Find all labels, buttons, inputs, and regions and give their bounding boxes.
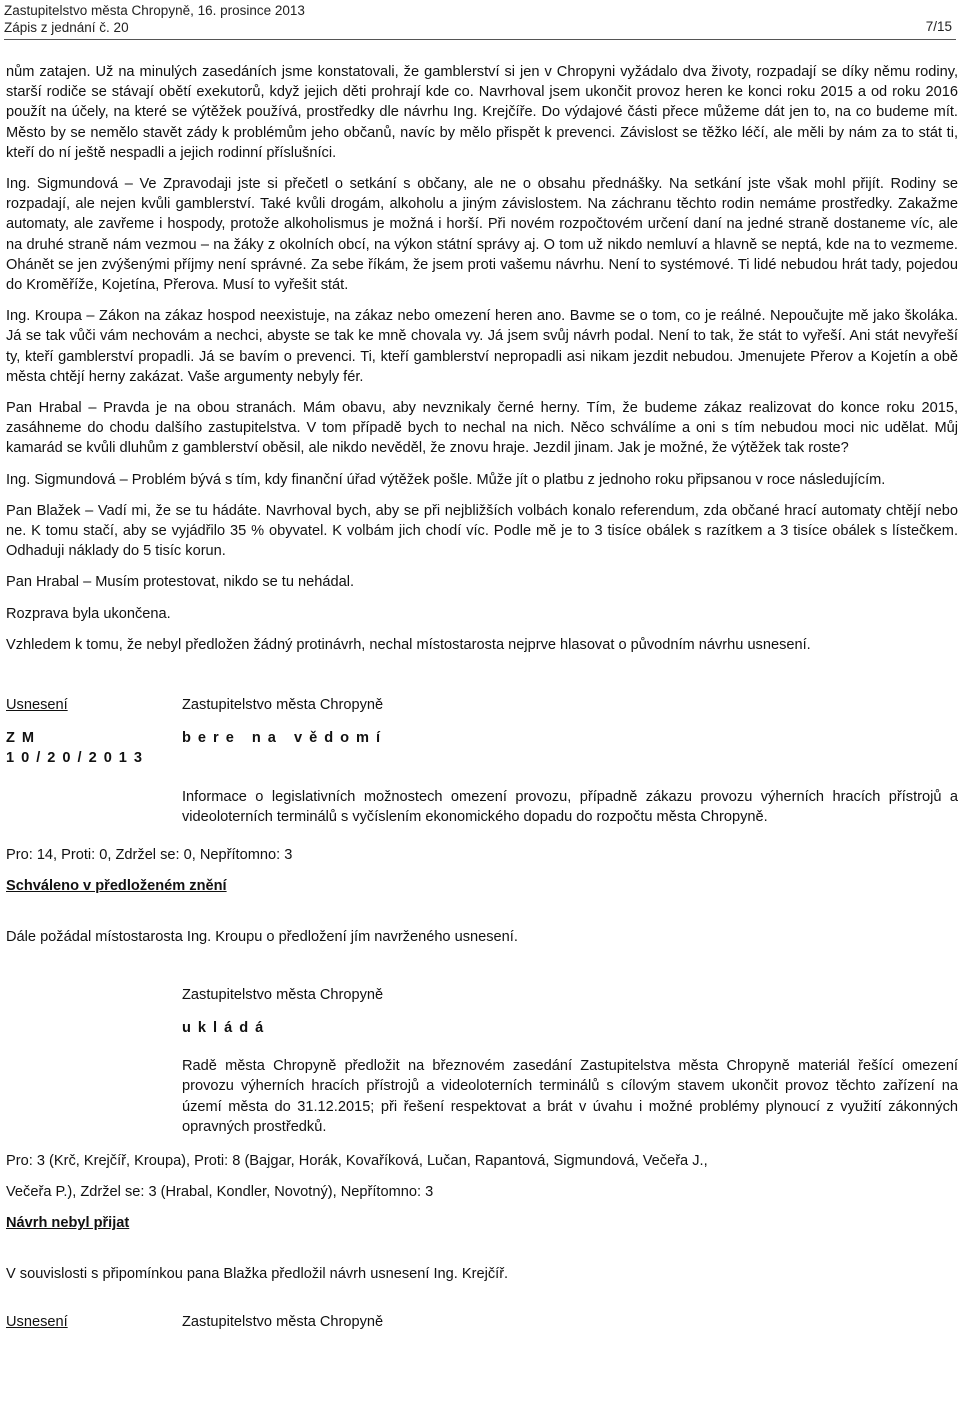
resolution-body: Zastupitelstvo města Chropyně — [182, 1313, 384, 1330]
paragraph: Vzhledem k tomu, že nebyl předložen žádný protinávrh, nechal místostarosta nejprve hlasovat o původním návrhu usnesení. — [6, 636, 811, 653]
resolution-text: Informace o legislativních možnostech omezení provozu, případně zákazu provozu výherních hracích přístrojů a videoloterních terminálů s vyčíslením ekonomického dopadu do rozpočtu města Chropyně. — [182, 788, 958, 825]
resolution-text: Radě města Chropyně předložit na březnovém zasedání Zastupitelstva města Chropyně materiál řešící omezení provozu výherních hracích přístrojů a videoloterních terminálů s cílovým stavem ukončit provoz těchto zařízení na území města do 31.12.2015; při řešení respektovat a brát v úvahu i možné problémy plynoucí z využití zákonných opravných prostředků. — [182, 1058, 958, 1135]
paragraph: Ing. Sigmundová – Ve Zpravodaji jste si přečetl o setkání s občany, ale ne o obsahu přednášky. Na setkání jste však mohl přijít. Rodiny se rozpadají, ale nejen kvůli gamblerství. Také kvůli drogám, alkoholu a jiným závislostem. Na záchranu těchto rodin nemáme prostředky. Zakažme automaty, ale zavřeme i hospody, protože alkoholismus je možná i horší. Při novém rozpočtovém určení daní na jedné straně dostaneme víc, ale na druhé straně nám vezmou – na žáky z okolních obcí, na výkon státní správy aj. O tom už nikdo nemluví a hlavně se neptá, kde na to vezmeme. Ohánět se jen zvýšenými příjmy není správné. Za sebe říkám, že jsem proti vašemu návrhu. Není to systémové. Ti lidé nebudou hrát tady, pojedou do Kroměříže, Kojetína, Přerova. Musí to vyřešit stát. — [6, 176, 958, 294]
paragraph: V souvislosti s připomínkou pana Blažka předložil návrh usnesení Ing. Krejčíř. — [6, 1265, 509, 1282]
resolution-label: Usnesení — [6, 697, 68, 714]
paragraph: Ing. Kroupa – Zákon na zákaz hospod neexistuje, na zákaz nebo omezení heren ano. Bavme se o tom, co je reálné. Nepoučujte mě jako školáka. Já se tak vůči vám nechovám a nechci, abyste se tak ke mně chovala vy. Já jsem svůj návrh podal. Není to tak, že stát to vyřeší. Ani stát nevyřeší ty, kteří gamblerství propadli. Já se bavím o prevenci. Ti, kteří gamblerství nepropadli asi nikam jezdit nebudou. Jmenujete Přerov a Kojetín a obě města chtějí herny zakázat. Vaše argumenty nebyly fér. — [6, 308, 958, 385]
resolution-verb: ukládá — [182, 1019, 271, 1036]
vote-result: Pro: 14, Proti: 0, Zdržel se: 0, Nepřítomno: 3 — [6, 847, 293, 864]
resolution-label: Usnesení — [6, 1313, 68, 1330]
resolution-block — [6, 985, 958, 1234]
resolution-number: ZM 10/20/2013 — [6, 730, 150, 767]
paragraph: Rozprava byla ukončena. — [6, 605, 171, 622]
header-subtitle: Zápis z jednání č. 20 — [4, 20, 129, 35]
resolution-verb: bere na vědomí — [182, 730, 388, 747]
resolution-status: Návrh nebyl přijat — [6, 1215, 130, 1232]
paragraph: nům zatajen. Už na minulých zasedáních jsme konstatovali, že gamblerství si jen v Chropyni vyžádalo dva životy, rozpadají se díky němu rodiny, starší rodiče se stávají obětí exekutorů, když jejich děti prohrají kde co. Navrhoval jsem ukončit provoz heren ke konci roku 2015 a od roku 2016 použít na účely, na které se výtěžek používá, prostředky dle návrhu Ing. Krejčíře. Do výdajové části přece můžeme dát jen to, na co budeme mít. Město by se nemělo stavět zády k problémům jeho občanů, navíc by mělo přispět k prevenci. Závislost se těžko léčí, ale měli by nám za to stát ti, kteří do ní ještě nespadli a jejich rodinní příslušníci. — [6, 64, 958, 161]
resolution-block — [6, 695, 958, 896]
page-header — [4, 2, 305, 36]
resolution-status: Schváleno v předloženém znění — [6, 878, 227, 895]
paragraph: Pan Hrabal – Musím protestovat, nikdo se tu nehádal. — [6, 574, 355, 591]
paragraph: Ing. Sigmundová – Problém bývá s tím, kdy finanční úřad výtěžek pošle. Může jít o platbu z jednoho roku připsanou v roce následujícím. — [6, 471, 886, 488]
document-body — [6, 62, 958, 1332]
header-title: Zastupitelstvo města Chropyně, 16. prosince 2013 — [4, 3, 305, 18]
resolution-body: Zastupitelstvo města Chropyně — [182, 697, 384, 714]
resolution-body: Zastupitelstvo města Chropyně — [182, 986, 384, 1003]
vote-result: Pro: 3 (Krč, Krejčíř, Kroupa), Proti: 8 (Bajgar, Horák, Kovaříková, Lučan, Rapantová, Sigmundová, Večeřa J., — [6, 1152, 708, 1169]
paragraph: Pan Blažek – Vadí mi, že se tu hádáte. Navrhoval bych, aby se při nejbližších volbách konalo referendum, zda občané hrací automaty chtějí nebo ne. K tomu stačí, aby se vyjádřilo 35 % obyvatel. K volbám jich chodí víc. Podle mě je to 3 tisíce obálek s razítkem a 3 tisíce obálek s lístečkem. Odhaduji náklady do 5 tisíc korun. — [6, 502, 958, 560]
paragraph: Dále požádal místostarosta Ing. Kroupu o předložení jím navrženého usnesení. — [6, 928, 518, 945]
resolution-block — [6, 1312, 958, 1332]
page-number: 7/15 — [925, 19, 952, 34]
paragraph: Pan Hrabal – Pravda je na obou stranách. Mám obavu, aby nevznikaly černé herny. Tím, že budeme zákaz realizovat do konce roku 2015, zasáhneme do chodu dalšího zastupitelstva. V tom případě bych to nechal na nich. Něco schválíme a oni s tím nebudou moci nic udělat. Můj kamarád se kvůli dluhům z gamblerství oběsil, ale nikdo nevěděl, že znovu hraje. Jezdil jinam. Jak je možné, že výtěžek tak roste? — [6, 400, 958, 457]
header-divider — [4, 39, 956, 40]
vote-result-cont: Večeřa P.), Zdržel se: 3 (Hrabal, Kondler, Novotný), Nepřítomno: 3 — [6, 1184, 434, 1201]
